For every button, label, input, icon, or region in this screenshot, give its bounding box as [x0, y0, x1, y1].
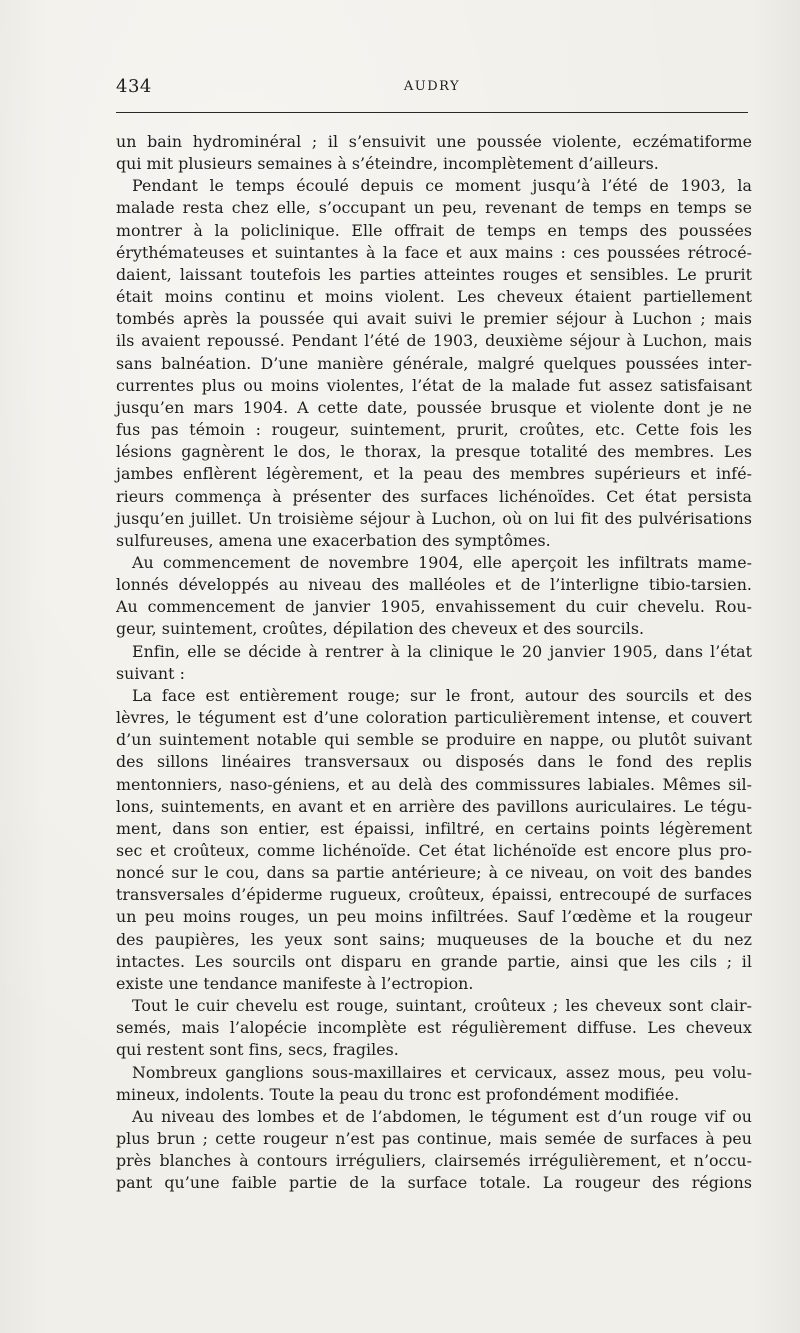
text-line: montrer à la policlinique. Elle offrait de temps en temps des poussées — [116, 220, 752, 240]
text-line: intactes. Les sourcils ont disparu en grande partie, ainsi que les cils ; il — [116, 951, 752, 971]
text-line: daient, laissant toutefois les parties atteintes rouges et sensibles. Le prurit — [116, 264, 752, 284]
text-line: fus pas témoin : rougeur, suintement, prurit, croûtes, etc. Cette fois les — [116, 420, 752, 440]
text-line: qui mit plusieurs semaines à s’éteindre, incomplètement d’ailleurs. — [116, 154, 659, 174]
text-line: Tout le cuir chevelu est rouge, suintant, croûteux ; les cheveux sont clair- — [132, 996, 752, 1016]
text-line: près blanches à contours irréguliers, clairsemés irrégulièrement, et n’occu- — [116, 1151, 752, 1171]
text-line: mentonniers, naso-géniens, et au delà des commissures labiales. Mêmes sil- — [116, 774, 752, 794]
text-line: rieurs commença à présenter des surfaces lichénoïdes. Cet état persista — [116, 486, 752, 506]
text-line: mineux, indolents. Toute la peau du tronc est profondément modifiée. — [116, 1084, 680, 1104]
text-line: jusqu’en juillet. Un troisième séjour à Luchon, où on lui fit des pulvérisations — [116, 508, 752, 528]
text-line: sans balnéation. D’une manière générale, malgré quelques poussées inter- — [116, 353, 752, 373]
text-line: Pendant le temps écoulé depuis ce moment jusqu’à l’été de 1903, la — [132, 176, 752, 196]
text-line: noncé sur le cou, dans sa partie antérieure; à ce niveau, on voit des bandes — [116, 863, 752, 883]
text-line: Au commencement de novembre 1904, elle aperçoit les infiltrats mame- — [132, 552, 752, 572]
text-line: currentes plus ou moins violentes, l’état de la malade fut assez satisfaisant — [116, 375, 752, 395]
text-line: érythémateuses et suintantes à la face et aux mains : ces poussées rétrocé- — [116, 242, 752, 262]
text-line: un bain hydrominéral ; il s’ensuivit une poussée violente, eczématiforme — [116, 132, 752, 151]
page-number: 434 — [116, 76, 152, 97]
text-line: plus brun ; cette rougeur n’est pas continue, mais semée de surfaces à peu — [116, 1129, 752, 1149]
text-line: ils avaient repoussé. Pendant l’été de 1903, deuxième séjour à Luchon, mais — [116, 331, 752, 351]
text-line: d’un suintement notable qui semble se produire en nappe, ou plutôt suivant — [116, 730, 752, 750]
text-line: ment, dans son entier, est épaissi, infiltré, en certains points légèrement — [116, 818, 752, 838]
text-line: Enfin, elle se décide à rentrer à la clinique le 20 janvier 1905, dans l’état — [132, 641, 752, 661]
text-line: lèvres, le tégument est d’une coloration particulièrement intense, et couvert — [116, 708, 752, 728]
text-line: tombés après la poussée qui avait suivi le premier séjour à Luchon ; mais — [116, 309, 752, 329]
text-line: La face est entièrement rouge; sur le front, autour des sourcils et des — [132, 685, 752, 705]
text-line: sulfureuses, amena une exacerbation des symptômes. — [116, 530, 551, 550]
header-rule — [116, 112, 748, 113]
text-line: semés, mais l’alopécie incomplète est régulièrement diffuse. Les cheveux — [116, 1018, 752, 1038]
text-line: était moins continu et moins violent. Les cheveux étaient partiellement — [116, 287, 752, 307]
text-line: existe une tendance manifeste à l’ectropion. — [116, 973, 474, 993]
text-line: geur, suintement, croûtes, dépilation des cheveux et des sourcils. — [116, 619, 645, 639]
text-line: malade resta chez elle, s’occupant un peu, revenant de temps en temps se — [116, 198, 752, 218]
text-line: des sillons linéaires transversaux ou disposés dans le fond des replis — [116, 752, 752, 772]
text-line: suivant : — [116, 663, 185, 683]
text-line: Au commencement de janvier 1905, envahissement du cuir chevelu. Rou- — [116, 597, 752, 617]
text-line: jusqu’en mars 1904. A cette date, poussée brusque et violente dont je ne — [116, 397, 752, 417]
text-line: transversales d’épiderme rugueux, croûteux, épaissi, entrecoupé de surfaces — [116, 885, 752, 905]
text-line: lons, suintements, en avant et en arrière des pavillons auriculaires. Le tégu- — [116, 796, 752, 816]
text-line: pant qu’une faible partie de la surface totale. La rougeur des régions — [116, 1173, 752, 1193]
text-line: un peu moins rouges, un peu moins infiltrées. Sauf l’œdème et la rougeur — [116, 907, 752, 927]
text-line: sec et croûteux, comme lichénoïde. Cet état lichénoïde est encore plus pro- — [116, 841, 752, 860]
text-line: des paupières, les yeux sont sains; muqueuses de la bouche et du nez — [116, 929, 752, 949]
page-header — [116, 76, 748, 98]
text-line: Au niveau des lombes et de l’abdomen, le tégument est d’un rouge vif ou — [132, 1106, 752, 1126]
text-line: lonnés développés au niveau des malléoles et de l’interligne tibio-tarsien. — [116, 575, 752, 595]
text-line: qui restent sont fins, secs, fragiles. — [116, 1040, 399, 1060]
body-text — [116, 131, 752, 1195]
text-line: jambes enflèrent légèrement, et la peau des membres supérieurs et infé- — [116, 464, 752, 484]
running-head: AUDRY — [403, 79, 461, 94]
text-line: Nombreux ganglions sous-maxillaires et cervicaux, assez mous, peu volu- — [132, 1062, 752, 1082]
text-line: lésions gagnèrent le dos, le thorax, la presque totalité des membres. Les — [116, 442, 752, 462]
